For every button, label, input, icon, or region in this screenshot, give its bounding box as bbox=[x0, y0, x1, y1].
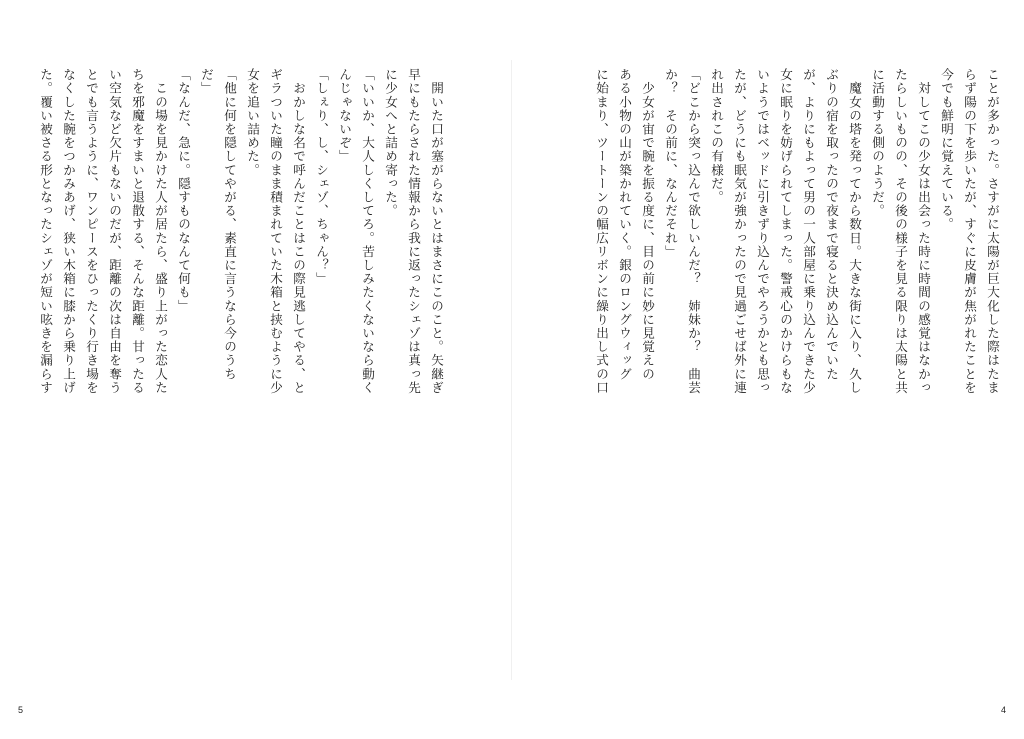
text-line: に活動する側のようだ。 bbox=[870, 68, 885, 218]
text-line: たらしいものの、その後の様子を見る限りは太陽と共 bbox=[893, 68, 908, 395]
text-line: らず陽の下を歩いたが、すぐに皮膚が焦がれたことを bbox=[962, 68, 977, 395]
text-line: 魔女の塔を発ってから数日。大きな街に入り、久し bbox=[847, 68, 862, 395]
text-line: だ」 bbox=[199, 68, 214, 96]
right-page bbox=[512, 0, 1024, 739]
text-line: 少女が宙で腕を振る度に、目の前に妙に見覚えの bbox=[640, 68, 655, 381]
text-line: いようではベッドに引きずり込んでやろうかとも思っ bbox=[755, 68, 770, 395]
right-page-number: 4 bbox=[1000, 705, 1006, 715]
text-line: に少女へと詰め寄った。 bbox=[383, 68, 398, 218]
text-line: ギラついた瞳のまま積まれていた木箱と挟むように少 bbox=[268, 68, 283, 395]
text-line: 「いいか、大人しくしてろ。苦しみたくないなら動く bbox=[360, 68, 375, 395]
text-line: んじゃないぞ」 bbox=[337, 68, 352, 164]
left-page-number: 5 bbox=[18, 705, 24, 715]
left-page-text bbox=[38, 68, 448, 668]
text-line: 女を追い詰めた。 bbox=[245, 68, 260, 177]
text-line: が、よりにもよって男の一人部屋に乗り込んできた少 bbox=[801, 68, 816, 395]
text-line: 今でも鮮明に覚えている。 bbox=[939, 68, 954, 232]
text-line: 女に眠りを妨げられてしまった。警戒心のかけらもな bbox=[778, 68, 793, 395]
text-line: ぶりの宿を取ったので夜まで寝ると決め込んでいた bbox=[824, 68, 839, 381]
text-line: 開いた口が塞がらないとはまさにこのこと。矢継ぎ bbox=[429, 68, 444, 395]
text-line: か？ その前に、なんだそれ」 bbox=[663, 68, 678, 259]
text-line: ことが多かった。さすがに太陽が巨大化した際はたま bbox=[985, 68, 1000, 395]
text-line: ちを邪魔をすまいと退散する、そんな距離。甘ったる bbox=[130, 68, 145, 395]
text-line: ある小物の山が築かれていく。銀のロングウィッグ bbox=[617, 68, 632, 381]
text-line: この場を見かけた人が居たら、盛り上がった恋人た bbox=[153, 68, 168, 395]
text-line: に始まり、ツートーンの幅広リボンに繰り出し式の口 bbox=[594, 68, 609, 395]
text-line: 「どこから突っ込んで欲しいんだ？ 姉妹か？ 曲芸 bbox=[686, 68, 701, 395]
text-line: なくした腕をつかみあげ、狭い木箱に膝から乗り上げ bbox=[61, 68, 76, 395]
text-line: 対してこの少女は出会った時に時間の感覚はなかっ bbox=[916, 68, 931, 395]
right-page-text bbox=[594, 68, 1004, 668]
text-line: い空気など欠片もないのだが、距離の次は自由を奪う bbox=[107, 68, 122, 395]
text-line: たが、どうにも眠気が強かったので見過ごせば外に連 bbox=[732, 68, 747, 395]
text-line: れ出されこの有様だ。 bbox=[709, 68, 724, 204]
text-line: た。覆い被さる形となったシェゾが短い呟きを漏らす bbox=[38, 68, 53, 395]
text-line: 早にもたらされた情報から我に返ったシェゾは真っ先 bbox=[406, 68, 421, 395]
text-line: おかしな名で呼んだことはこの際見逃してやる、と bbox=[291, 68, 306, 395]
text-line: 「しぇり、し、シェゾ、ちゃん？」 bbox=[314, 68, 329, 286]
text-line: 「他に何を隠してやがる、素直に言うなら今のうち bbox=[222, 68, 237, 381]
text-line: とでも言うように、ワンピースをひったくり行き場を bbox=[84, 68, 99, 395]
text-line: 「なんだ、急に。隠すものなんて何も」 bbox=[176, 68, 191, 313]
